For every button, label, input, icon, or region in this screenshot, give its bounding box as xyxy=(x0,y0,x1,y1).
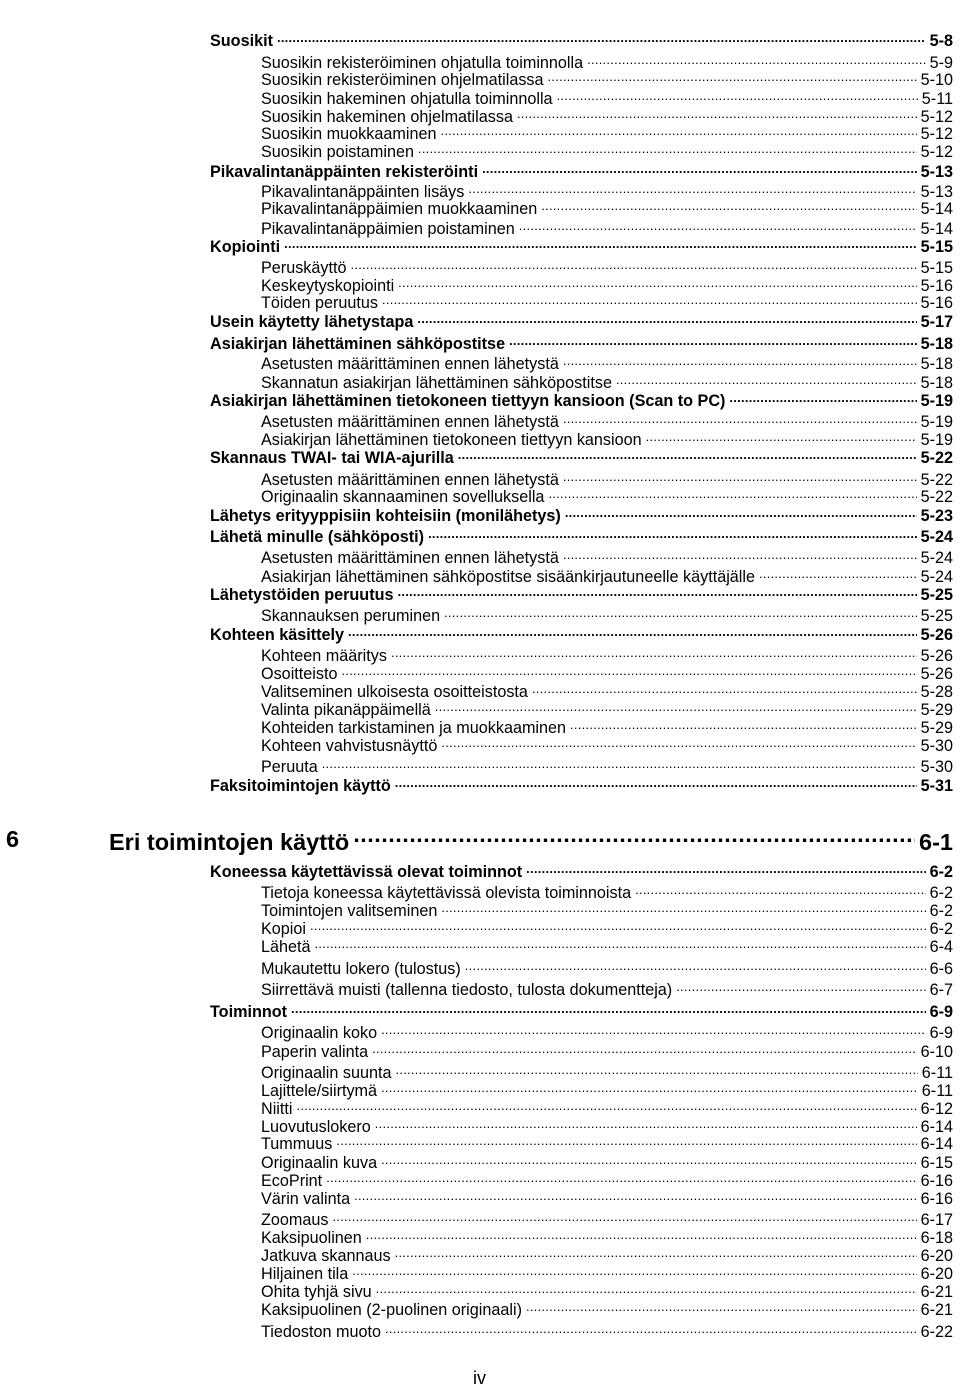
toc-section-entry[interactable] xyxy=(210,1001,953,1020)
toc-subsection-entry[interactable] xyxy=(261,756,953,775)
toc-entry-page: 6-7 xyxy=(929,981,953,1000)
dot-leader xyxy=(482,161,917,177)
toc-subsection-entry[interactable] xyxy=(261,566,953,585)
toc-entry-title: Asiakirjan lähettäminen tietokoneen tiettyyn kansioon xyxy=(261,431,642,450)
toc-entry-page: 5-18 xyxy=(920,335,953,354)
chapter-6-heading[interactable] xyxy=(0,826,953,856)
dot-leader xyxy=(563,353,917,369)
toc-entry-title: Valinta pikanäppäimellä xyxy=(261,701,431,720)
dot-leader xyxy=(509,333,917,349)
toc-subsection-entry[interactable] xyxy=(261,1133,953,1152)
toc-subsection-entry[interactable] xyxy=(261,1152,953,1171)
toc-entry-page: 5-12 xyxy=(920,108,953,127)
toc-entry-page: 5-14 xyxy=(920,200,953,219)
toc-entry-page: 5-24 xyxy=(920,568,953,587)
toc-entry-title: Pikavalintanäppäinten rekisteröinti xyxy=(210,163,479,182)
toc-subsection-entry[interactable] xyxy=(261,663,953,682)
toc-entry-page: 6-2 xyxy=(929,902,953,921)
dot-leader xyxy=(587,52,925,68)
toc-subsection-entry[interactable] xyxy=(261,88,953,107)
dot-leader xyxy=(310,918,926,934)
dot-leader xyxy=(646,429,917,445)
toc-section-entry[interactable] xyxy=(210,236,953,255)
toc-entry-page: 6-11 xyxy=(921,1064,953,1083)
dot-leader xyxy=(548,486,916,502)
toc-entry-page: 6-16 xyxy=(920,1190,953,1209)
toc-entry-page: 5-30 xyxy=(920,758,953,777)
dot-leader xyxy=(315,936,926,952)
toc-entry-title: Tietoja koneessa käytettävissä olevista toiminnoista xyxy=(261,884,632,903)
toc-subsection-entry[interactable] xyxy=(261,645,953,664)
dot-leader xyxy=(381,1152,917,1168)
toc-subsection-entry[interactable] xyxy=(261,1321,953,1340)
chapter-title: Eri toimintojen käyttö xyxy=(109,828,350,855)
toc-entry-title: EcoPrint xyxy=(261,1172,323,1191)
dot-leader xyxy=(435,699,917,715)
toc-entry-title: Peruuta xyxy=(261,758,318,777)
toc-entry-page: 6-11 xyxy=(921,1082,953,1101)
toc-entry-page: 5-24 xyxy=(920,528,953,547)
dot-leader xyxy=(352,1263,916,1279)
toc-entry-title: Suosikin rekisteröiminen ohjatulla toiminnolla xyxy=(261,54,584,73)
toc-entry-page: 5-12 xyxy=(920,125,953,144)
toc-entry-page: 5-26 xyxy=(920,665,953,684)
dot-leader xyxy=(418,141,917,157)
dot-leader xyxy=(354,1188,917,1204)
toc-entry-title: Kohteen käsittely xyxy=(210,626,345,645)
toc-subsection-entry[interactable] xyxy=(261,218,953,237)
chapter-title-row xyxy=(109,826,953,856)
toc-entry-title: Jatkuva skannaus xyxy=(261,1247,391,1266)
toc-entry-title: Asetusten määrittäminen ennen lähetystä xyxy=(261,355,559,374)
dot-leader xyxy=(635,882,925,898)
toc-entry-title: Kohteen määritys xyxy=(261,647,387,666)
toc-subsection-entry[interactable] xyxy=(261,1188,953,1207)
toc-entry-page: 6-2 xyxy=(929,884,953,903)
toc-section-entry[interactable] xyxy=(210,390,953,409)
toc-entry-page: 5-19 xyxy=(920,431,953,450)
toc-subsection-entry[interactable] xyxy=(261,1263,953,1282)
toc-entry-title: Skannaus TWAI- tai WIA-ajurilla xyxy=(210,449,454,468)
toc-entry-title: Asetusten määrittäminen ennen lähetystä xyxy=(261,549,559,568)
toc-entry-page: 5-25 xyxy=(920,607,953,626)
toc-subsection-entry[interactable] xyxy=(261,681,953,700)
dot-leader xyxy=(395,1245,917,1261)
dot-leader xyxy=(441,900,925,916)
toc-entry-page: 5-13 xyxy=(920,183,953,202)
toc-entry-page: 5-22 xyxy=(920,488,953,507)
toc-subsection-entry[interactable] xyxy=(261,900,953,919)
toc-entry-page: 6-12 xyxy=(920,1100,953,1119)
toc-subsection-entry[interactable] xyxy=(261,699,953,718)
toc-section-entry[interactable] xyxy=(210,584,953,603)
dot-leader xyxy=(397,584,916,600)
toc-entry-title: Kohteen vahvistusnäyttö xyxy=(261,737,438,756)
toc-subsection-entry[interactable] xyxy=(261,735,953,754)
toc-entry-title: Tiedoston muoto xyxy=(261,1323,381,1342)
dot-leader xyxy=(676,979,925,995)
toc-subsection-entry[interactable] xyxy=(261,918,953,937)
toc-entry-page: 5-16 xyxy=(920,277,953,296)
toc-entry-title: Toiminnot xyxy=(210,1003,288,1022)
toc-entry-page: 5-29 xyxy=(920,701,953,720)
toc-entry-title: Skannatun asiakirjan lähettäminen sähköpostitse xyxy=(261,374,612,393)
dot-leader xyxy=(563,469,917,485)
toc-entry-title: Asiakirjan lähettäminen sähköpostitse sisäänkirjautuneelle käyttäjälle xyxy=(261,568,755,587)
toc-entry-title: Ohita tyhjä sivu xyxy=(261,1283,372,1302)
toc-entry-page: 5-23 xyxy=(920,507,953,526)
toc-subsection-entry[interactable] xyxy=(261,605,953,624)
dot-leader xyxy=(395,1062,917,1078)
chapter-page: 6-1 xyxy=(919,828,953,855)
dot-leader xyxy=(372,1041,917,1057)
toc-subsection-entry[interactable] xyxy=(261,1022,953,1041)
toc-entry-title: Pikavalintanäppäimien muokkaaminen xyxy=(261,200,538,219)
toc-entry-page: 5-13 xyxy=(920,163,953,182)
toc-entry-title: Lähetystöiden peruutus xyxy=(210,586,394,605)
toc-entry-title: Keskeytyskopiointi xyxy=(261,277,395,296)
toc-subsection-entry[interactable] xyxy=(261,257,953,276)
toc-section-entry[interactable] xyxy=(210,775,953,794)
toc-entry-page: 6-15 xyxy=(920,1154,953,1173)
dot-leader xyxy=(759,566,917,582)
dot-leader xyxy=(353,826,915,850)
toc-subsection-entry[interactable] xyxy=(261,1062,953,1081)
toc-subsection-entry[interactable] xyxy=(261,141,953,160)
toc-section-entry[interactable] xyxy=(210,505,953,524)
dot-leader xyxy=(517,106,917,122)
dot-leader xyxy=(616,372,917,388)
toc-section-entry[interactable] xyxy=(210,333,953,352)
toc-section-entry[interactable] xyxy=(210,447,953,466)
toc-entry-title: Asetusten määrittäminen ennen lähetystä xyxy=(261,471,559,490)
toc-subsection-entry[interactable] xyxy=(261,372,953,391)
dot-leader xyxy=(526,861,925,877)
dot-leader xyxy=(341,663,916,679)
dot-leader xyxy=(729,390,916,406)
dot-leader xyxy=(350,257,916,273)
toc-entry-page: 5-15 xyxy=(920,238,953,257)
toc-subsection-entry[interactable] xyxy=(261,1170,953,1189)
toc-subsection-entry[interactable] xyxy=(261,292,953,311)
dot-leader xyxy=(381,1022,926,1038)
toc-entry-page: 6-9 xyxy=(929,1003,953,1022)
dot-leader xyxy=(465,958,926,974)
toc-entry-page: 5-15 xyxy=(920,259,953,278)
toc-entry-title: Skannauksen peruminen xyxy=(261,607,441,626)
toc-subsection-entry[interactable] xyxy=(261,882,953,901)
dot-leader xyxy=(382,292,917,308)
toc-entry-title: Peruskäyttö xyxy=(261,259,347,278)
toc-entry-page: 5-29 xyxy=(920,719,953,738)
toc-entry-page: 5-16 xyxy=(920,294,953,313)
toc-entry-page: 5-9 xyxy=(929,54,953,73)
dot-leader xyxy=(444,605,917,621)
toc-subsection-entry[interactable] xyxy=(261,486,953,505)
toc-subsection-entry[interactable] xyxy=(261,1080,953,1099)
toc-entry-page: 5-26 xyxy=(920,626,953,645)
toc-section-entry[interactable] xyxy=(210,161,953,180)
toc-entry-title: Töiden peruutus xyxy=(261,294,378,313)
toc-entry-page: 6-10 xyxy=(920,1043,953,1062)
toc-entry-title: Valitseminen ulkoisesta osoitteistosta xyxy=(261,683,528,702)
toc-entry-page: 6-6 xyxy=(929,960,953,979)
toc-entry-title: Lajittele/siirtymä xyxy=(261,1082,378,1101)
toc-entry-title: Originaalin koko xyxy=(261,1024,378,1043)
toc-subsection-entry[interactable] xyxy=(261,1299,953,1318)
toc-entry-page: 6-20 xyxy=(920,1265,953,1284)
toc-entry-page: 6-20 xyxy=(920,1247,953,1266)
toc-entry-page: 5-11 xyxy=(921,90,953,109)
toc-entry-page: 6-22 xyxy=(920,1323,953,1342)
toc-subsection-entry[interactable] xyxy=(261,1227,953,1246)
dot-leader xyxy=(468,181,916,197)
toc-entry-page: 5-22 xyxy=(920,471,953,490)
toc-subsection-entry[interactable] xyxy=(261,1209,953,1228)
toc-entry-title: Kopiointi xyxy=(210,238,281,257)
dot-leader xyxy=(428,526,917,542)
dot-leader xyxy=(381,1080,918,1096)
toc-subsection-entry[interactable] xyxy=(261,429,953,448)
dot-leader xyxy=(348,624,917,640)
toc-section-entry[interactable] xyxy=(210,30,953,49)
toc-subsection-entry[interactable] xyxy=(261,547,953,566)
dot-leader xyxy=(395,775,917,791)
toc-entry-title: Kohteiden tarkistaminen ja muokkaaminen xyxy=(261,719,567,738)
toc-entry-title: Usein käytetty lähetystapa xyxy=(210,313,414,332)
toc-section-entry[interactable] xyxy=(210,624,953,643)
toc-subsection-entry[interactable] xyxy=(261,936,953,955)
toc-entry-title: Lähetä minulle (sähköposti) xyxy=(210,528,425,547)
toc-entry-title: Koneessa käytettävissä olevat toiminnot xyxy=(210,863,523,882)
toc-entry-title: Kaksipuolinen (2-puolinen originaali) xyxy=(261,1301,522,1320)
toc-entry-title: Värin valinta xyxy=(261,1190,351,1209)
toc-entry-title: Pikavalintanäppäinten lisäys xyxy=(261,183,465,202)
dot-leader xyxy=(541,198,916,214)
toc-entry-page: 6-2 xyxy=(929,920,953,939)
dot-leader xyxy=(548,69,917,85)
toc-subsection-entry[interactable] xyxy=(261,353,953,372)
toc-entry-page: 6-14 xyxy=(920,1118,953,1137)
toc-entry-page: 5-24 xyxy=(920,549,953,568)
toc-entry-page: 5-28 xyxy=(920,683,953,702)
toc-entry-title: Lähetä xyxy=(261,938,311,957)
toc-subsection-entry[interactable] xyxy=(261,198,953,217)
toc-entry-page: 6-17 xyxy=(920,1211,953,1230)
toc-entry-title: Hiljainen tila xyxy=(261,1265,349,1284)
toc-entry-page: 5-18 xyxy=(920,355,953,374)
toc-subsection-entry[interactable] xyxy=(261,123,953,142)
toc-entry-title: Zoomaus xyxy=(261,1211,329,1230)
toc-entry-title: Tummuus xyxy=(261,1135,333,1154)
toc-entry-title: Suosikin hakeminen ohjelmatilassa xyxy=(261,108,513,127)
toc-entry-page: 5-31 xyxy=(920,777,953,796)
dot-leader xyxy=(557,88,918,104)
dot-leader xyxy=(277,30,926,46)
toc-section-entry[interactable] xyxy=(210,861,953,880)
dot-leader xyxy=(296,1098,916,1114)
toc-entry-title: Faksitoimintojen käyttö xyxy=(210,777,391,796)
dot-leader xyxy=(417,311,916,327)
toc-subsection-entry[interactable] xyxy=(261,1098,953,1117)
toc-entry-title: Asiakirjan lähettäminen sähköpostitse xyxy=(210,335,506,354)
toc-entry-page: 5-30 xyxy=(920,737,953,756)
toc-entry-title: Pikavalintanäppäimien poistaminen xyxy=(261,220,515,239)
toc-entry-page: 6-21 xyxy=(920,1283,953,1302)
toc-entry-page: 5-10 xyxy=(920,71,953,90)
toc-subsection-entry[interactable] xyxy=(261,979,953,998)
toc-entry-page: 5-8 xyxy=(929,32,953,51)
dot-leader xyxy=(565,505,917,521)
toc-entry-page: 5-12 xyxy=(920,143,953,162)
toc-entry-page: 5-25 xyxy=(920,586,953,605)
toc-entry-title: Originaalin suunta xyxy=(261,1064,392,1083)
dot-leader xyxy=(391,645,917,661)
dot-leader xyxy=(532,681,917,697)
dot-leader xyxy=(441,735,916,751)
toc-entry-title: Siirrettävä muisti (tallenna tiedosto, tulosta dokumentteja) xyxy=(261,981,673,1000)
toc-entry-page: 5-19 xyxy=(920,413,953,432)
toc-entry-title: Niitti xyxy=(261,1100,293,1119)
dot-leader xyxy=(398,275,916,291)
dot-leader xyxy=(284,236,916,252)
toc-entry-title: Kopioi xyxy=(261,920,306,939)
dot-leader xyxy=(563,411,917,427)
toc-entry-title: Luovutuslokero xyxy=(261,1118,371,1137)
dot-leader xyxy=(326,1170,916,1186)
toc-entry-page: 6-18 xyxy=(920,1229,953,1248)
toc-entry-title: Paperin valinta xyxy=(261,1043,369,1062)
toc-subsection-entry[interactable] xyxy=(261,69,953,88)
dot-leader xyxy=(458,447,917,463)
toc-entry-page: 5-22 xyxy=(920,449,953,468)
toc-entry-title: Originaalin kuva xyxy=(261,1154,378,1173)
dot-leader xyxy=(336,1133,916,1149)
toc-entry-page: 6-16 xyxy=(920,1172,953,1191)
toc-entry-title: Suosikin rekisteröiminen ohjelmatilassa xyxy=(261,71,544,90)
dot-leader xyxy=(570,717,917,733)
toc-entry-page: 5-14 xyxy=(920,220,953,239)
chapter-number: 6 xyxy=(6,826,20,852)
toc-entry-title: Suosikin poistaminen xyxy=(261,143,414,162)
toc-entry-page: 6-9 xyxy=(929,1024,953,1043)
toc-entry-page: 5-19 xyxy=(920,392,953,411)
toc-entry-page: 6-14 xyxy=(920,1135,953,1154)
toc-entry-title: Toimintojen valitseminen xyxy=(261,902,438,921)
toc-section-entry[interactable] xyxy=(210,311,953,330)
dot-leader xyxy=(322,756,917,772)
toc-entry-title: Asetusten määrittäminen ennen lähetystä xyxy=(261,413,559,432)
toc-subsection-entry[interactable] xyxy=(261,411,953,430)
toc-entry-page: 6-2 xyxy=(929,863,953,882)
toc-entry-title: Suosikin muokkaaminen xyxy=(261,125,437,144)
toc-subsection-entry[interactable] xyxy=(261,1281,953,1300)
dot-leader xyxy=(563,547,917,563)
dot-leader xyxy=(332,1209,916,1225)
toc-entry-page: 6-21 xyxy=(920,1301,953,1320)
dot-leader xyxy=(440,123,916,139)
toc-entry-title: Originaalin skannaaminen sovelluksella xyxy=(261,488,545,507)
dot-leader xyxy=(375,1116,917,1132)
dot-leader xyxy=(526,1299,917,1315)
toc-entry-page: 5-26 xyxy=(920,647,953,666)
toc-subsection-entry[interactable] xyxy=(261,717,953,736)
dot-leader xyxy=(385,1321,917,1337)
toc-entry-title: Lähetys erityyppisiin kohteisiin (monilähetys) xyxy=(210,507,561,526)
toc-entry-title: Mukautettu lokero (tulostus) xyxy=(261,960,461,979)
toc-subsection-entry[interactable] xyxy=(261,958,953,977)
toc-entry-title: Suosikin hakeminen ohjatulla toiminnolla xyxy=(261,90,553,109)
dot-leader xyxy=(376,1281,917,1297)
toc-entry-title: Asiakirjan lähettäminen tietokoneen tiettyyn kansioon (Scan to PC) xyxy=(210,392,726,411)
toc-entry-page: 5-17 xyxy=(920,313,953,332)
toc-entry-title: Kaksipuolinen xyxy=(261,1229,362,1248)
toc-section-entry[interactable] xyxy=(210,526,953,545)
toc-entry-title: Osoitteisto xyxy=(261,665,338,684)
dot-leader xyxy=(519,218,917,234)
dot-leader xyxy=(366,1227,917,1243)
toc-subsection-entry[interactable] xyxy=(261,1245,953,1264)
footer-page-number: iv xyxy=(473,1368,486,1388)
toc-entry-page: 6-4 xyxy=(929,938,953,957)
toc-entry-page: 5-18 xyxy=(920,374,953,393)
toc-subsection-entry[interactable] xyxy=(261,1041,953,1060)
dot-leader xyxy=(291,1001,926,1017)
toc-entry-title: Suosikit xyxy=(210,32,273,51)
